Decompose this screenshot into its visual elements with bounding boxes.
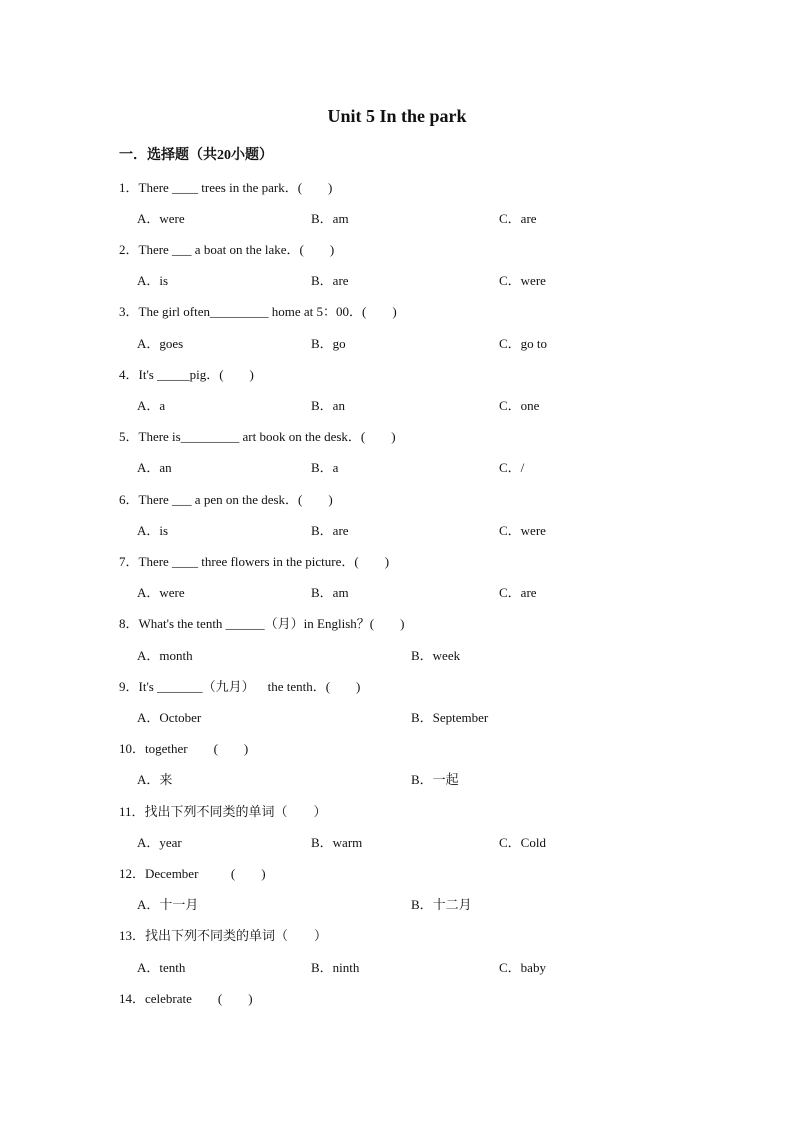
q6-option-b[interactable]: B．are — [311, 523, 349, 538]
q7-option-c[interactable]: C．are — [499, 585, 537, 600]
q11-option-a[interactable]: A．year — [137, 835, 182, 850]
question-7: 7．There ____ three flowers in the picture．( ) — [119, 554, 390, 569]
q1-option-b[interactable]: B．am — [311, 211, 349, 226]
question-3: 3．The girl often_________ home at 5：00．( ) — [119, 304, 397, 319]
question-2: 2．There ___ a boat on the lake．( ) — [119, 242, 335, 257]
q2-option-a[interactable]: A．is — [137, 273, 169, 288]
question-4: 4．It's _____pig．( ) — [119, 367, 254, 382]
q11-option-c[interactable]: C．Cold — [499, 835, 546, 850]
q8-option-a[interactable]: A．month — [137, 648, 193, 663]
q4-option-c[interactable]: C．one — [499, 398, 540, 413]
q12-option-a[interactable]: A．十一月 — [137, 897, 199, 912]
q6-option-c[interactable]: C．were — [499, 523, 546, 538]
q5-option-a[interactable]: A．an — [137, 460, 172, 475]
q3-option-a[interactable]: A．goes — [137, 336, 184, 351]
q3-option-b[interactable]: B．go — [311, 336, 346, 351]
q9-option-a[interactable]: A．October — [137, 710, 202, 725]
q5-option-b[interactable]: B．a — [311, 460, 339, 475]
q10-option-b[interactable]: B．一起 — [411, 772, 459, 787]
question-11: 11．找出下列不同类的单词（ ） — [119, 804, 327, 819]
q10-option-a[interactable]: A．来 — [137, 772, 173, 787]
question-8: 8．What's the tenth ______（月）in English？( ) — [119, 616, 405, 631]
q9-option-b[interactable]: B．September — [411, 710, 489, 725]
q1-option-c[interactable]: C．are — [499, 211, 537, 226]
question-5: 5．There is_________ art book on the desk．( ) — [119, 429, 396, 444]
q1-option-a[interactable]: A．were — [137, 211, 185, 226]
q13-option-c[interactable]: C．baby — [499, 960, 546, 975]
question-6: 6．There ___ a pen on the desk．( ) — [119, 492, 333, 507]
q7-option-a[interactable]: A．were — [137, 585, 185, 600]
page-title: Unit 5 In the park — [327, 106, 467, 126]
q13-option-a[interactable]: A．tenth — [137, 960, 186, 975]
section-heading: 一．选择题（共20小题） — [119, 148, 273, 163]
q13-option-b[interactable]: B．ninth — [311, 960, 360, 975]
q5-option-c[interactable]: C．/ — [499, 460, 525, 475]
q12-option-b[interactable]: B．十二月 — [411, 897, 472, 912]
question-13: 13．找出下列不同类的单词（ ） — [119, 928, 328, 943]
question-10: 10．together ( ) — [119, 741, 249, 756]
question-14: 14．celebrate ( ) — [119, 991, 253, 1006]
q6-option-a[interactable]: A．is — [137, 523, 169, 538]
q8-option-b[interactable]: B．week — [411, 648, 461, 663]
question-12: 12．December ( ) — [119, 866, 266, 881]
q4-option-b[interactable]: B．an — [311, 398, 345, 413]
question-9: 9．It's _______（九月） the tenth．( ) — [119, 679, 361, 694]
question-1: 1．There ____ trees in the park．( ) — [119, 180, 333, 195]
q3-option-c[interactable]: C．go to — [499, 336, 548, 351]
q7-option-b[interactable]: B．am — [311, 585, 349, 600]
q2-option-c[interactable]: C．were — [499, 273, 546, 288]
q4-option-a[interactable]: A．a — [137, 398, 166, 413]
q11-option-b[interactable]: B．warm — [311, 835, 363, 850]
q2-option-b[interactable]: B．are — [311, 273, 349, 288]
